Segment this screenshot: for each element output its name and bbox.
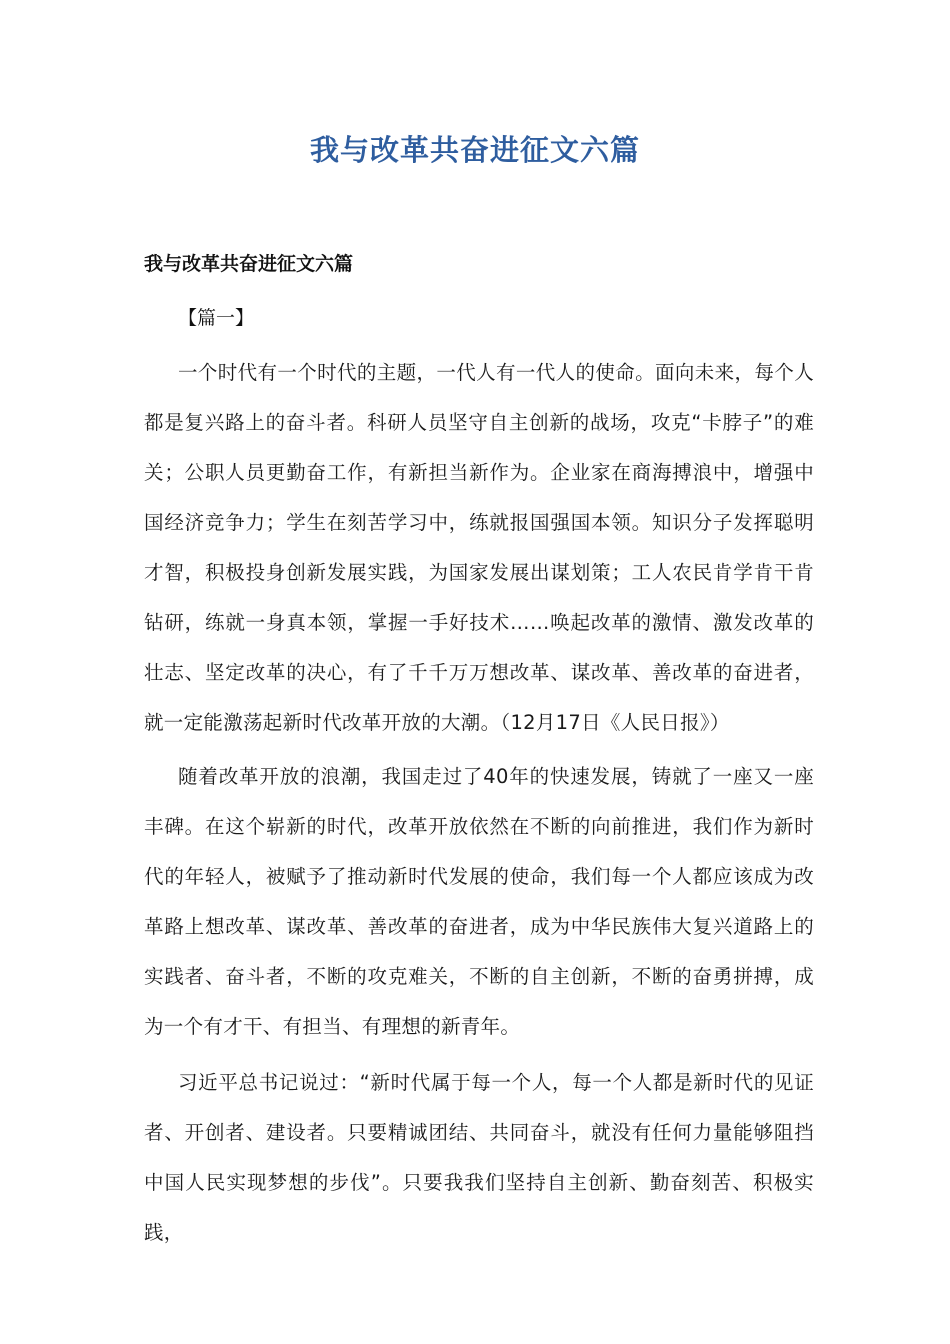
body-paragraph: 一个时代有一个时代的主题，一代人有一代人的使命。面向未来，每个人都是复兴路上的奋斗者。科研人员坚守自主创新的战场，攻克“卡脖子”的难关；公职人员更勤奋工作，有新担当新作为。企业家在商海搏浪中，增强中国经济竞争力；学生在刻苦学习中，练就报国强国本领。知识分子发挥聪明才智，积极投身创新发展实践，为国家发展出谋划策；工人农民肯学肯干肯钻研，练就一身真本领，掌握一手好技术……唤起改革的激情、激发改革的壮志、坚定改革的决心，有了千千万万想改革、谋改革、善改革的奋进者，就一定能激荡起新时代改革开放的大潮。（12月17日《人民日报》） xyxy=(144,361,814,734)
section-heading: 我与改革共奋进征文六篇 xyxy=(144,253,354,275)
chapter-label: 【篇一】 xyxy=(178,307,255,329)
document-title: 我与改革共奋进征文六篇 xyxy=(309,133,640,167)
body-paragraph: 随着改革开放的浪潮，我国走过了40年的快速发展，铸就了一座又一座丰碑。在这个崭新的时代，改革开放依然在不断的向前推进，我们作为新时代的年轻人，被赋予了推动新时代发展的使命，我们每一个人都应该成为改革路上想改革、谋改革、善改革的奋进者，成为中华民族伟大复兴道路上的实践者、奋斗者，不断的攻克难关，不断的自主创新，不断的奋勇拼搏，成为一个有才干、有担当、有理想的新青年。 xyxy=(144,765,814,1038)
body-paragraph: 习近平总书记说过：“新时代属于每一个人，每一个人都是新时代的见证者、开创者、建设者。只要精诚团结、共同奋斗，就没有任何力量能够阻挡中国人民实现梦想的步伐”。只要我我们坚持自主创新、勤奋刻苦、积极实践， xyxy=(144,1071,814,1244)
